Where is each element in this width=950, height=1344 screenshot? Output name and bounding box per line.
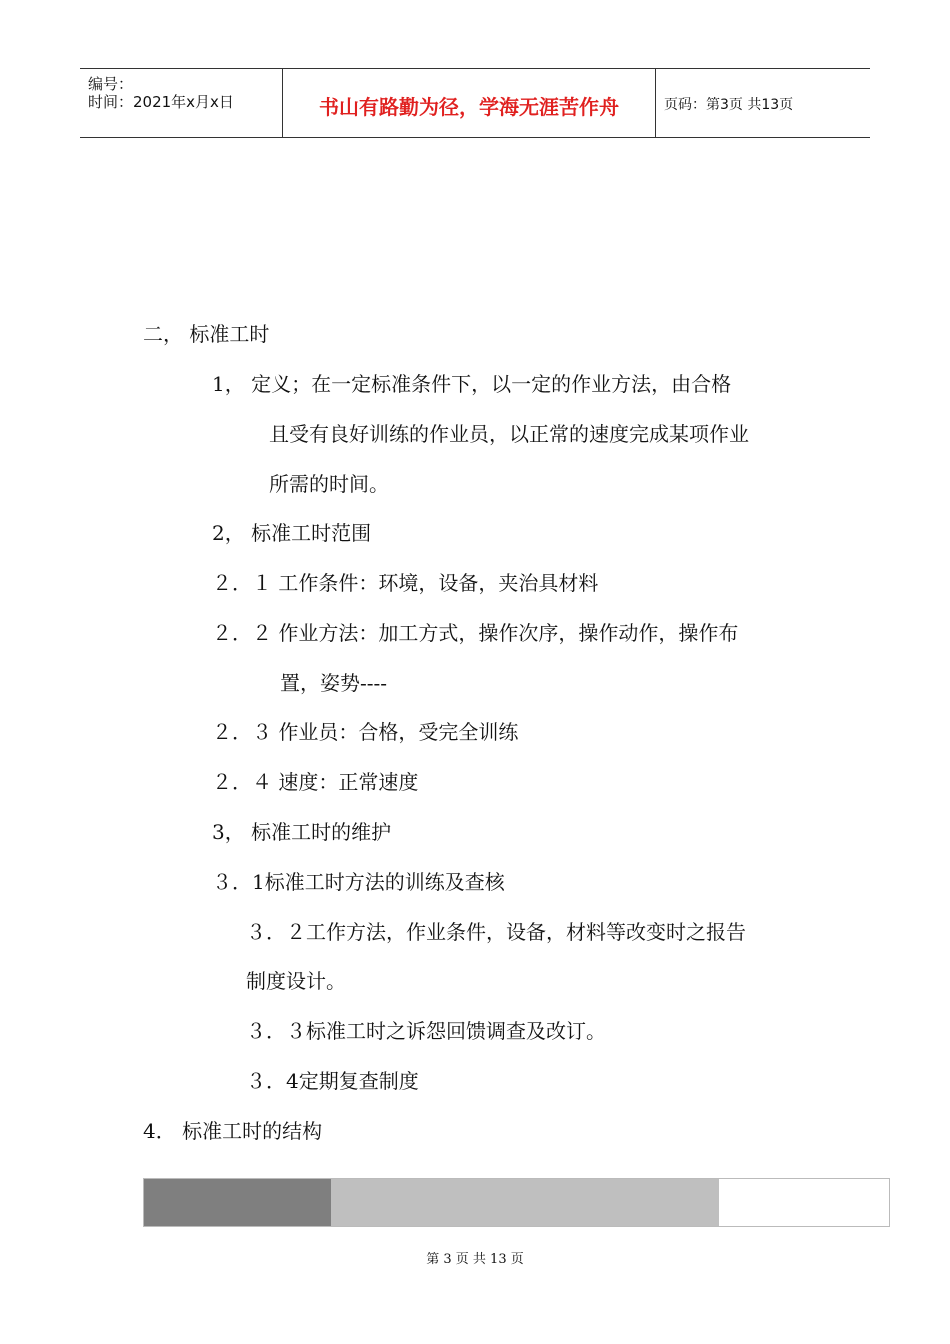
code-label: 编号： [88,75,134,93]
page-footer: 第 3 页 共 13 页 [426,1252,524,1267]
body-line: 1， 定义；在一定标准条件下，以一定的作业方法，由合格 [212,372,732,396]
header-motto-cell [283,69,656,137]
body-line: 制度设计。 [246,969,346,993]
section-heading: 4． 标准工时的结构 [143,1119,323,1143]
body-line: 2， 标准工时范围 [212,521,372,545]
time-label: 时间：2021年x月x日 [88,93,234,111]
body-line: ２．２ 作业方法：加工方式，操作次序，操作动作，操作布 [212,621,739,645]
header-info-cell [80,69,283,137]
body-line: 3， 标准工时的维护 [212,820,392,844]
body-line: 且受有良好训练的作业员，以正常的速度完成某项作业 [269,422,749,446]
bar-dark-segment [144,1179,331,1226]
body-line: ３．２工作方法，作业条件，设备，材料等改变时之报告 [246,920,746,944]
header-table [80,68,870,138]
motto: 书山有路勤为径，学海无涯苦作舟 [319,95,619,119]
page-label: 页码：第3页 共13页 [664,97,794,113]
body-line: 所需的时间。 [269,472,389,496]
body-line: 置，姿势---- [280,671,388,695]
section-heading: 二， 标准工时 [143,322,270,346]
bar-light-segment [331,1179,719,1226]
body-line: ３．1标准工时方法的训练及查核 [212,870,505,894]
body-line: ３．３标准工时之诉怨回馈调查及改订。 [246,1019,606,1043]
header-page-cell [656,69,870,137]
decorative-bar [143,1178,890,1227]
body-line: ２．１ 工作条件：环境，设备，夹治具材料 [212,571,599,595]
body-line: ２．３ 作业员：合格，受完全训练 [212,720,519,744]
body-line: ３．4定期复查制度 [246,1069,419,1093]
body-line: ２．４ 速度：正常速度 [212,770,419,794]
